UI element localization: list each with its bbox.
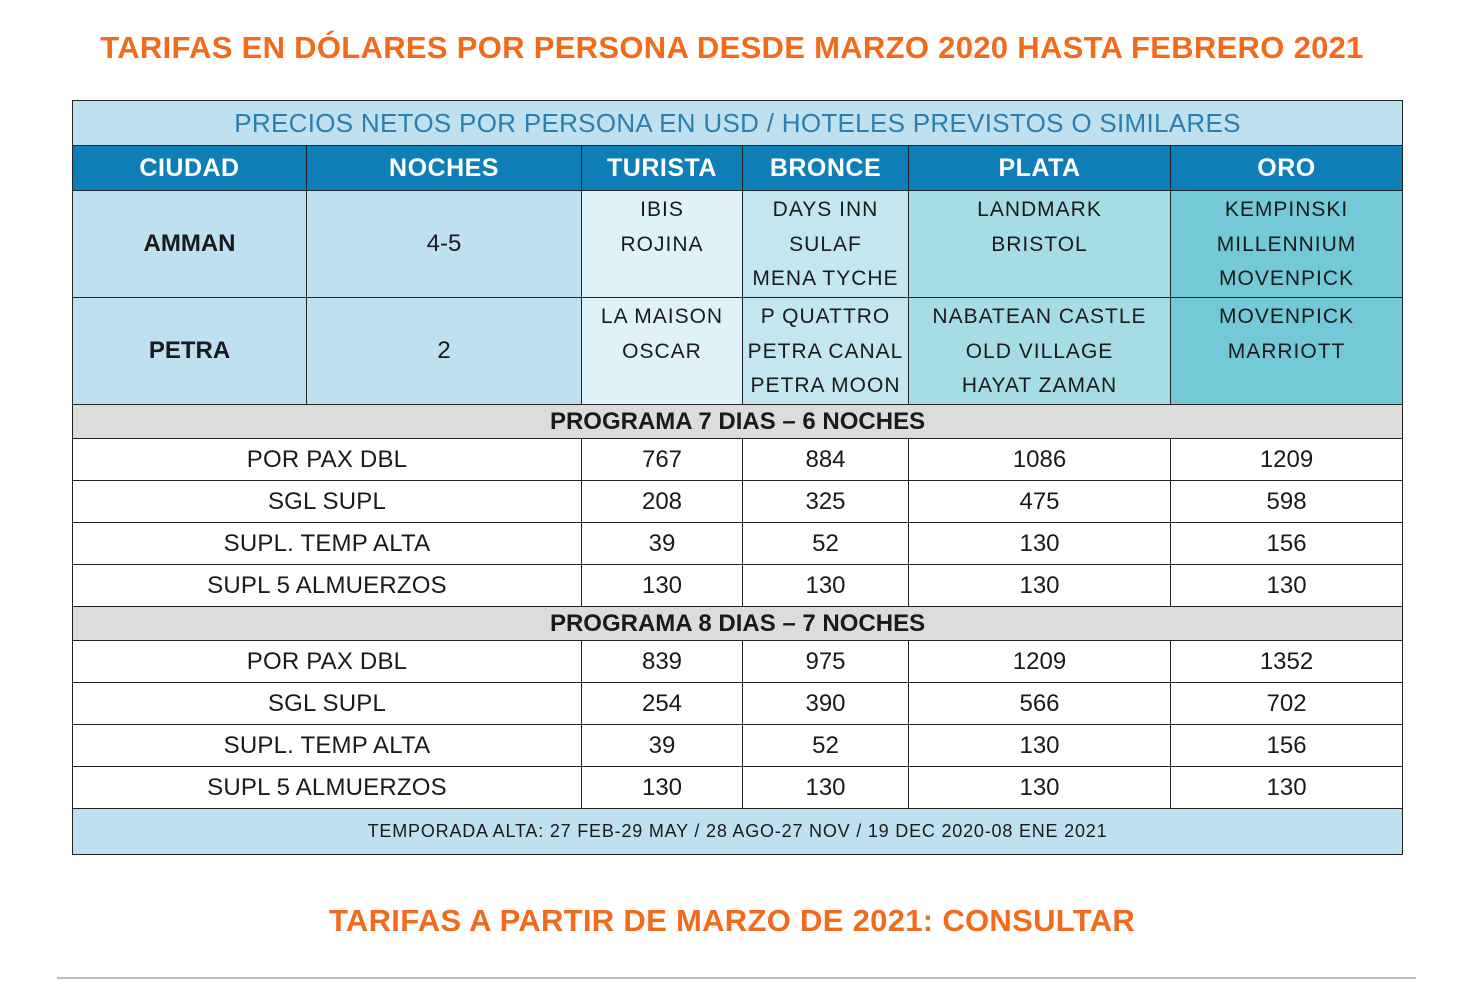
- price-bronce: 52: [743, 725, 909, 767]
- hotel-name: HAYAT ZAMAN: [961, 374, 1118, 398]
- hotel-name: MARRIOTT: [1227, 339, 1346, 363]
- header-turista: TURISTA: [582, 146, 743, 191]
- price-oro: 1352: [1171, 641, 1403, 683]
- bottom-title: TARIFAS A PARTIR DE MARZO DE 2021: CONSULTAR: [328, 903, 1136, 938]
- price-oro: 156: [1171, 523, 1403, 565]
- hotel-name: OLD VILLAGE: [965, 339, 1114, 363]
- row-label: SUPL. TEMP ALTA: [73, 523, 582, 565]
- hotel-name: NABATEAN CASTLE: [932, 305, 1147, 328]
- hotels-oro: [1171, 191, 1403, 298]
- price-turista: 208: [582, 481, 743, 523]
- hotel-name: SULAF: [789, 232, 862, 256]
- price-plata: 475: [909, 481, 1171, 523]
- header-oro: ORO: [1171, 146, 1403, 191]
- hotel-name: KEMPINSKI: [1224, 198, 1349, 221]
- price-bronce: 130: [743, 565, 909, 607]
- row-label: SGL SUPL: [73, 481, 582, 523]
- price-turista: 39: [582, 523, 743, 565]
- city-row-amman: [73, 191, 1403, 298]
- table-row: [73, 683, 1403, 725]
- table-row: [73, 439, 1403, 481]
- price-plata: 566: [909, 683, 1171, 725]
- row-label: POR PAX DBL: [73, 439, 582, 481]
- page-title: TARIFAS EN DÓLARES POR PERSONA DESDE MARZO 2020 HASTA FEBRERO 2021: [100, 30, 1364, 65]
- hotel-name: IBIS: [640, 198, 684, 221]
- price-oro: 156: [1171, 725, 1403, 767]
- hotel-name: BRISTOL: [991, 232, 1088, 256]
- header-noches: NOCHES: [307, 146, 582, 191]
- price-bronce: 884: [743, 439, 909, 481]
- hotels-oro: [1171, 298, 1403, 405]
- price-plata: 1086: [909, 439, 1171, 481]
- hotels-plata: [909, 191, 1171, 298]
- city-name: PETRA: [73, 298, 307, 405]
- hotel-name: MENA TYCHE: [752, 267, 899, 291]
- row-label: SUPL 5 ALMUERZOS: [73, 565, 582, 607]
- hotel-name: MILLENNIUM: [1216, 232, 1357, 256]
- table-row: [73, 565, 1403, 607]
- header-ciudad: CIUDAD: [73, 146, 307, 191]
- header-row: [73, 146, 1403, 191]
- price-plata: 130: [909, 565, 1171, 607]
- program-header-row: [73, 405, 1403, 439]
- price-plata: 1209: [909, 641, 1171, 683]
- high-season-note: TEMPORADA ALTA: 27 FEB-29 MAY / 28 AGO-27 NOV / 19 DEC 2020-08 ENE 2021: [73, 809, 1403, 855]
- row-label: POR PAX DBL: [73, 641, 582, 683]
- price-oro: 130: [1171, 767, 1403, 809]
- price-bronce: 130: [743, 767, 909, 809]
- table-row: [73, 481, 1403, 523]
- row-label: SGL SUPL: [73, 683, 582, 725]
- hotel-name: P QUATTRO: [760, 305, 891, 328]
- hotels-bronce: [743, 191, 909, 298]
- hotel-name: OSCAR: [622, 339, 702, 363]
- hotels-plata: [909, 298, 1171, 405]
- program-title: PROGRAMA 8 DIAS – 7 NOCHES: [73, 607, 1403, 641]
- price-bronce: 975: [743, 641, 909, 683]
- hotels-turista: [582, 298, 743, 405]
- hotels-bronce: [743, 298, 909, 405]
- price-plata: 130: [909, 767, 1171, 809]
- hotel-name: MOVENPICK: [1219, 267, 1355, 291]
- price-turista: 839: [582, 641, 743, 683]
- table-row: [73, 641, 1403, 683]
- price-bronce: 325: [743, 481, 909, 523]
- table-row: [73, 725, 1403, 767]
- header-plata: PLATA: [909, 146, 1171, 191]
- price-plata: 130: [909, 523, 1171, 565]
- row-label: SUPL 5 ALMUERZOS: [73, 767, 582, 809]
- hotel-name: ROJINA: [620, 232, 704, 256]
- price-oro: 1209: [1171, 439, 1403, 481]
- city-name: AMMAN: [73, 191, 307, 298]
- table-row: [73, 523, 1403, 565]
- price-oro: 702: [1171, 683, 1403, 725]
- city-nights: 4-5: [307, 191, 582, 298]
- hotel-name: LANDMARK: [977, 198, 1102, 221]
- banner-row: [73, 101, 1403, 146]
- hotels-turista: [582, 191, 743, 298]
- program-title: PROGRAMA 7 DIAS – 6 NOCHES: [73, 405, 1403, 439]
- rates-table: [72, 100, 1403, 855]
- price-bronce: 52: [743, 523, 909, 565]
- price-plata: 130: [909, 725, 1171, 767]
- table-row: [73, 767, 1403, 809]
- city-nights: 2: [307, 298, 582, 405]
- hotel-name: MOVENPICK: [1219, 305, 1355, 328]
- footer-row: [73, 809, 1403, 855]
- program-header-row: [73, 607, 1403, 641]
- price-turista: 767: [582, 439, 743, 481]
- price-bronce: 390: [743, 683, 909, 725]
- price-turista: 39: [582, 725, 743, 767]
- header-bronce: BRONCE: [743, 146, 909, 191]
- price-turista: 254: [582, 683, 743, 725]
- table-banner: PRECIOS NETOS POR PERSONA EN USD / HOTELES PREVISTOS O SIMILARES: [73, 101, 1403, 146]
- price-turista: 130: [582, 767, 743, 809]
- hotel-name: LA MAISON: [600, 305, 724, 328]
- city-row-petra: [73, 298, 1403, 405]
- price-oro: 598: [1171, 481, 1403, 523]
- hotel-name: PETRA CANAL: [747, 339, 904, 363]
- price-turista: 130: [582, 565, 743, 607]
- divider: [57, 977, 1416, 979]
- row-label: SUPL. TEMP ALTA: [73, 725, 582, 767]
- price-oro: 130: [1171, 565, 1403, 607]
- hotel-name: DAYS INN: [772, 198, 879, 221]
- hotel-name: PETRA MOON: [750, 374, 901, 398]
